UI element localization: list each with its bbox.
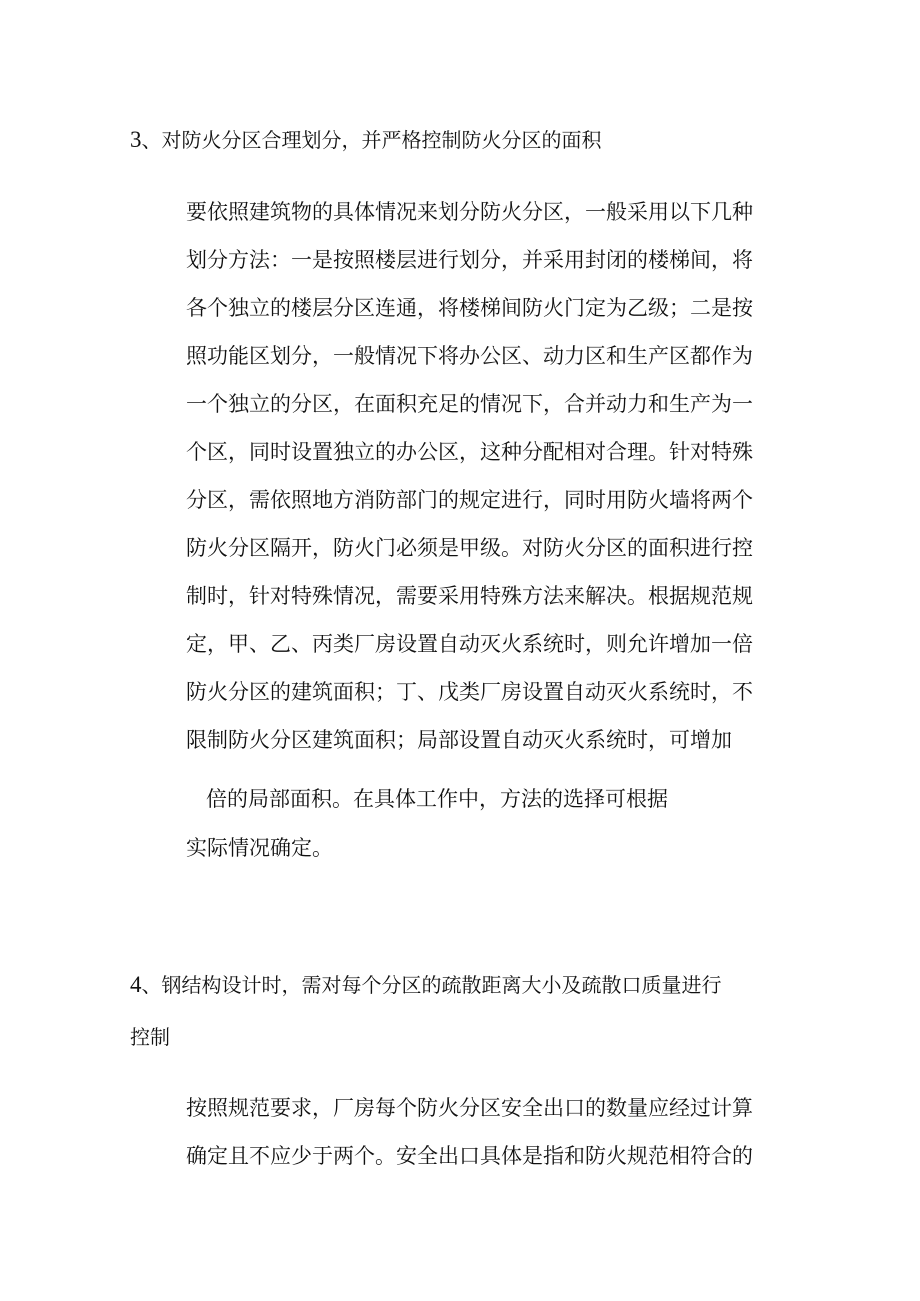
section-3-line: 制时，针对特殊情况，需要采用特殊方法来解决。根据规范规 bbox=[186, 584, 753, 608]
section-3-line: 各个独立的楼层分区连通，将楼梯间防火门定为乙级；二是按 bbox=[186, 296, 753, 320]
section-3-line: 分区，需依照地方消防部门的规定进行，同时用防火墙将两个 bbox=[186, 488, 753, 512]
section-4-title-continued: 控制 bbox=[130, 1025, 170, 1049]
section-3-line: 要依照建筑物的具体情况来划分防火分区，一般采用以下几种 bbox=[186, 200, 753, 224]
section-3-line: 照功能区划分，一般情况下将办公区、动力区和生产区都作为 bbox=[186, 344, 753, 368]
section-3-line: 定，甲、乙、丙类厂房设置自动灭火系统时，则允许增加一倍 bbox=[186, 632, 753, 656]
section-4-line: 确定且不应少于两个。安全出口具体是指和防火规范相符合的 bbox=[186, 1144, 753, 1168]
section-3-line: 限制防火分区建筑面积；局部设置自动灭火系统时，可增加 bbox=[186, 728, 732, 752]
section-4-line: 按照规范要求，厂房每个防火分区安全出口的数量应经过计算 bbox=[186, 1096, 753, 1120]
section-3-line: 实际情况确定。 bbox=[186, 836, 333, 860]
section-3-line: 防火分区的建筑面积；丁、戊类厂房设置自动灭火系统时，不 bbox=[186, 680, 753, 704]
section-3-line: 倍的局部面积。在具体工作中，方法的选择可根据 bbox=[206, 787, 668, 811]
section-3-number: 3 bbox=[130, 127, 142, 152]
section-4-number: 4 bbox=[130, 972, 142, 997]
section-3-title: 、对防火分区合理划分，并严格控制防火分区的面积 bbox=[141, 128, 602, 152]
section-3-heading bbox=[130, 120, 790, 160]
section-3-line: 划分方法：一是按照楼层进行划分，并采用封闭的楼梯间，将 bbox=[186, 248, 753, 272]
section-3-line: 一个独立的分区，在面积充足的情况下，合并动力和生产为一 bbox=[186, 392, 753, 416]
section-3-line: 防火分区隔开，防火门必须是甲级。对防火分区的面积进行控 bbox=[186, 536, 753, 560]
section-4-heading-continued bbox=[130, 1017, 790, 1057]
section-4-title: 、钢结构设计时，需对每个分区的疏散距离大小及疏散口质量进行 bbox=[141, 973, 722, 997]
section-4-heading bbox=[130, 965, 790, 1005]
section-3-line: 个区，同时设置独立的办公区，这种分配相对合理。针对特殊 bbox=[186, 440, 753, 464]
